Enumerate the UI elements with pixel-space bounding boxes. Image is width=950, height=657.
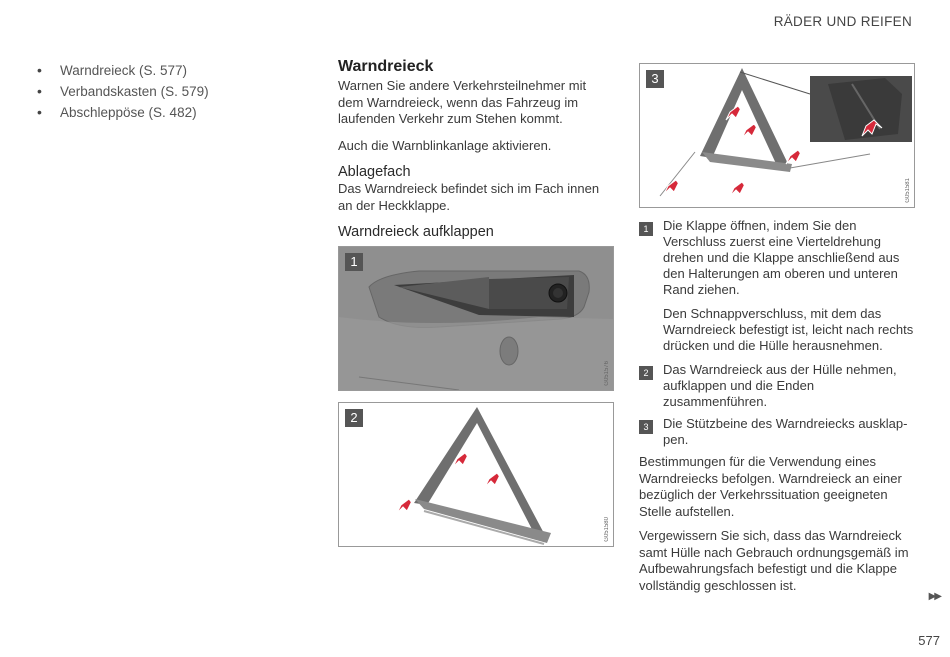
step-number-badge: 2 bbox=[639, 366, 653, 380]
page-title: Warndreieck bbox=[338, 58, 434, 75]
figure-3-illustration bbox=[640, 64, 914, 207]
figure-1-illustration bbox=[339, 247, 613, 390]
figure-1-storage-compartment bbox=[338, 246, 614, 391]
step-text: Die Klappe öffnen, indem Sie den Verschluss zuerst eine Vierteldrehung drehen und die Klappe anschließend aus den Halterungen am oberen und unteren Rand ziehen. bbox=[663, 218, 900, 297]
step-1-detail: Den Schnappverschluss, mit dem das Warndreieck befestigt ist, leicht nach rechts drücken und die Hülle herausnehmen. bbox=[663, 306, 914, 353]
intro-text: Warnen Sie andere Verkehrsteilnehmer mit dem Warndreieck, wenn das Fahrzeug im laufenden Verkehr zum Stehen kommt. bbox=[338, 78, 587, 126]
hazard-note: Auch die Warnblinkanlage aktivieren. bbox=[338, 137, 552, 153]
step-2 bbox=[639, 362, 914, 410]
figure-code: G051581 bbox=[905, 178, 911, 203]
figure-2-illustration bbox=[339, 403, 613, 546]
figure-3-support-legs bbox=[639, 63, 915, 208]
page-number: 577 bbox=[918, 633, 940, 648]
figure-number-badge: 3 bbox=[646, 70, 664, 88]
storage-reminder: Vergewissern Sie sich, dass das Warndreieck samt Hülle nach Gebrauch ordnungsgemäß im Aufbewahrungsfach befestigt und die Klappe vollständig geschlossen ist. bbox=[639, 528, 909, 593]
section-header: RÄDER UND REIFEN bbox=[773, 14, 912, 29]
related-link[interactable]: • Abschleppöse (S. 482) bbox=[37, 102, 209, 123]
related-link[interactable]: • Warndreieck (S. 577) bbox=[37, 60, 209, 81]
figure-2-unfolding-triangle bbox=[338, 402, 614, 547]
storage-text: Das Warndreieck befindet sich im Fach innen an der Heckklappe. bbox=[338, 181, 600, 213]
step-text: Das Warndreieck aus der Hülle nehmen, aufklappen und die Enden zusammenführen. bbox=[663, 362, 897, 409]
step-1 bbox=[639, 218, 914, 298]
instructions-column bbox=[639, 218, 914, 602]
related-links-list bbox=[37, 60, 209, 123]
unfold-heading: Warndreieck aufklappen bbox=[338, 224, 494, 240]
storage-heading: Ablagefach bbox=[338, 164, 411, 180]
figure-number-badge: 1 bbox=[345, 253, 363, 271]
double-arrow-right-icon[interactable]: ▶▶ bbox=[928, 591, 940, 602]
step-number-badge: 1 bbox=[639, 222, 653, 236]
figure-code: G051580 bbox=[604, 517, 610, 542]
step-3 bbox=[639, 416, 914, 448]
related-link[interactable]: • Verbandskasten (S. 579) bbox=[37, 81, 209, 102]
figure-code: G051576 bbox=[604, 361, 610, 386]
step-text: Die Stützbeine des Warndreiecks ausklappen. bbox=[663, 416, 908, 447]
regulations-note: Bestimmungen für die Verwendung eines Warndreiecks befolgen. Warndreieck an einer bezüglich der Verkehrssituation geeigneten Stelle aufstellen. bbox=[639, 454, 902, 519]
figure-number-badge: 2 bbox=[345, 409, 363, 427]
main-column bbox=[338, 58, 613, 241]
step-number-badge: 3 bbox=[639, 420, 653, 434]
